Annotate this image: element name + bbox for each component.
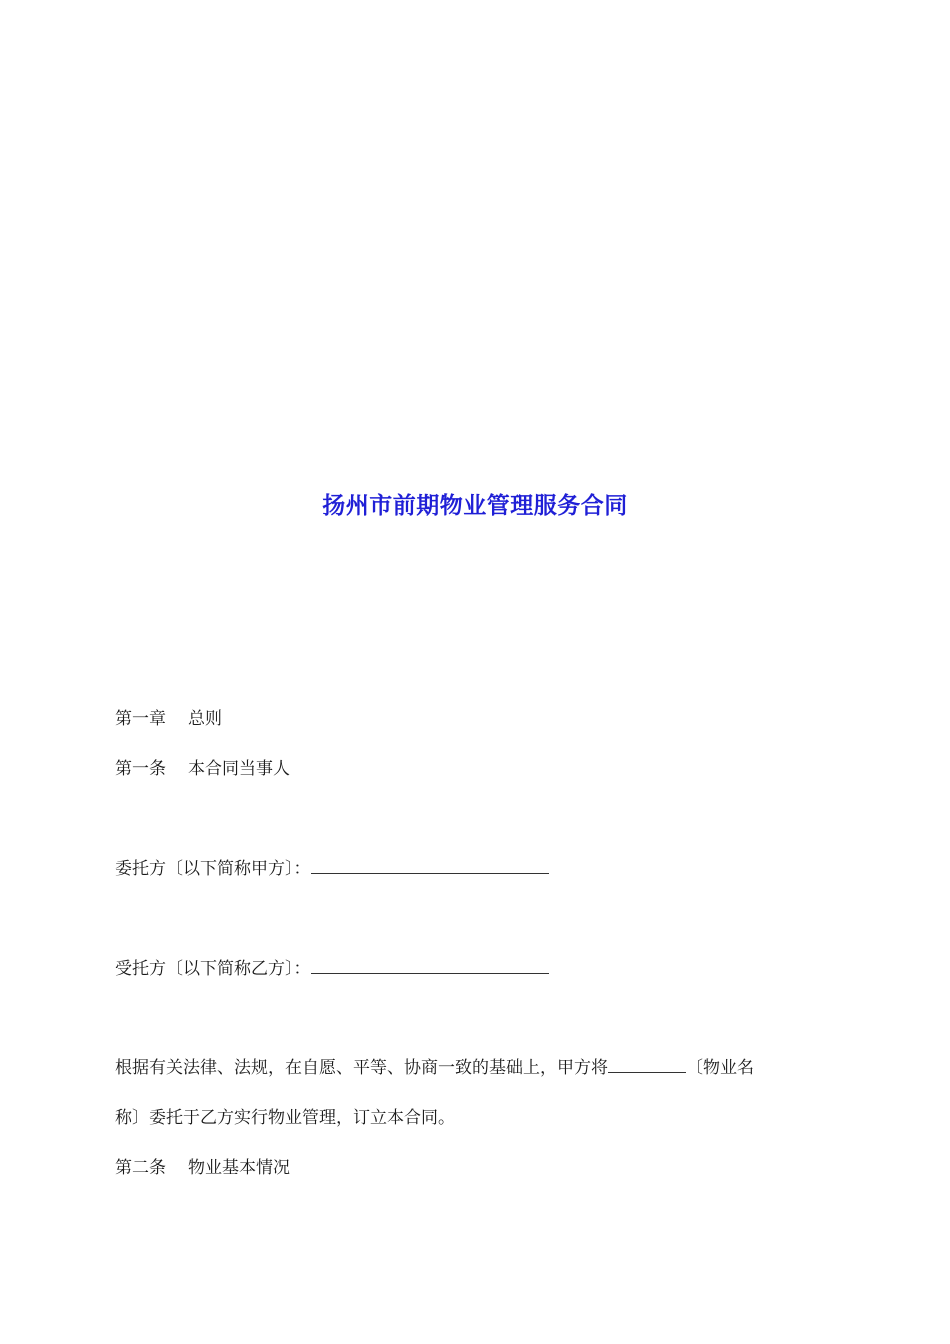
party-b-line <box>115 957 549 981</box>
paragraph-1-text-b: 〔物业名 <box>686 1058 754 1078</box>
article-2-name: 物业基本情况 <box>188 1158 290 1178</box>
chapter-heading <box>115 707 222 731</box>
paragraph-1-text-c: 称〕委托于乙方实行物业管理，订立本合同。 <box>115 1108 455 1128</box>
paragraph-1-line-1 <box>115 1056 754 1080</box>
chapter-name: 总则 <box>188 709 222 729</box>
article-2-number: 第二条 <box>115 1158 166 1178</box>
paragraph-1-line-2 <box>115 1106 455 1130</box>
property-name-blank <box>608 1056 686 1073</box>
party-a-label: 委托方〔以下简称甲方〕： <box>115 859 311 879</box>
party-b-blank <box>311 957 549 974</box>
chapter-number: 第一章 <box>115 709 166 729</box>
article-1-number: 第一条 <box>115 759 166 779</box>
paragraph-1-text-a: 根据有关法律、法规，在自愿、平等、协商一致的基础上，甲方将 <box>115 1058 608 1078</box>
party-b-label: 受托方〔以下简称乙方〕： <box>115 959 311 979</box>
party-a-blank <box>311 857 549 874</box>
document-title: 扬州市前期物业管理服务合同 <box>322 492 628 519</box>
party-a-line <box>115 857 549 881</box>
article-1-heading <box>115 757 290 781</box>
article-2-heading <box>115 1156 290 1180</box>
article-1-name: 本合同当事人 <box>188 759 290 779</box>
